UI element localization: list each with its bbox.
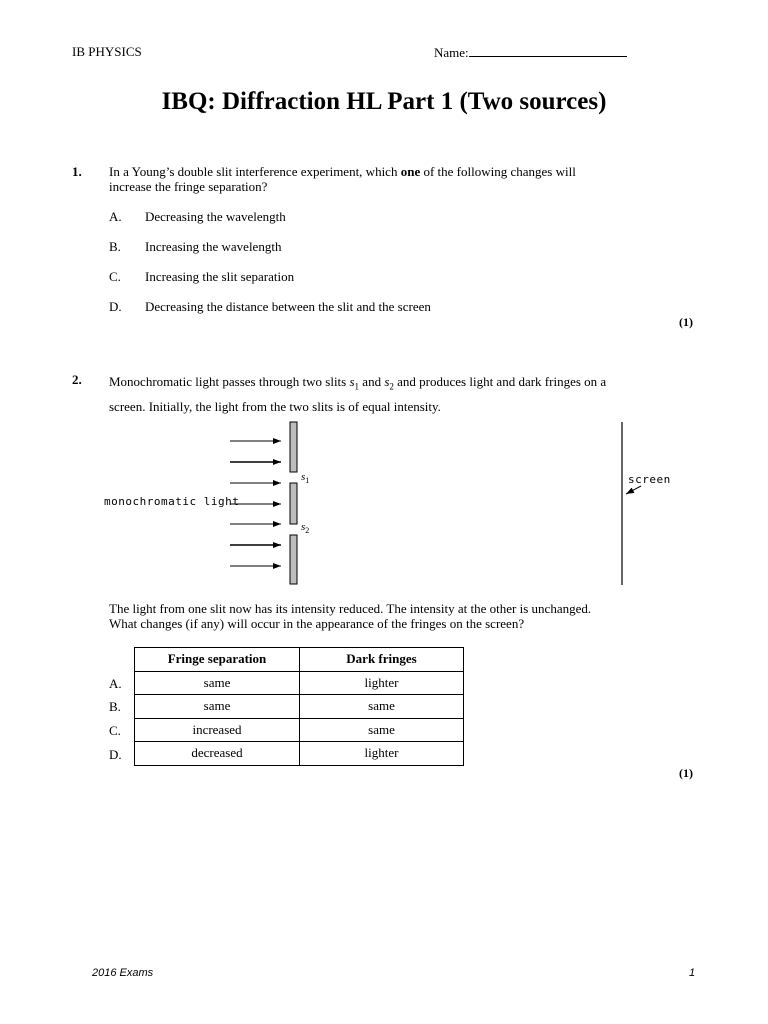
q2-text-part: and xyxy=(359,374,385,389)
q1-text-line2: increase the fringe separation? xyxy=(109,179,268,194)
page-title: IBQ: Diffraction HL Part 1 (Two sources) xyxy=(161,88,607,115)
q1-option-a-text: Decreasing the wavelength xyxy=(145,209,286,224)
slit-2-symbol: s xyxy=(301,521,306,533)
question-2-followup xyxy=(109,601,591,631)
table-row-label-a: A. xyxy=(109,676,122,691)
q2-text-part: Monochromatic light passes through two slits xyxy=(109,374,350,389)
q2-follow-line2: What changes (if any) will occur in the appearance of the fringes on the screen? xyxy=(109,616,525,631)
q1-option-d-label: D. xyxy=(109,299,122,314)
q2-s2-symbol: s xyxy=(384,374,390,389)
q1-option-b-label: B. xyxy=(109,239,121,254)
table-row xyxy=(135,718,464,742)
q1-text-part: In a Young’s double slit interference experiment, which xyxy=(109,164,401,179)
barrier-top xyxy=(290,422,297,472)
screen-label: screen xyxy=(628,473,671,486)
screen-pointer-arrow xyxy=(626,486,641,494)
q2-s2-subscript: 2 xyxy=(389,381,394,392)
q1-text-emphasis: one xyxy=(400,164,421,179)
q1-option-c-text: Increasing the slit separation xyxy=(145,269,295,284)
slit-2-subscript: 2 xyxy=(305,526,310,536)
q1-option-c-label: C. xyxy=(109,269,121,284)
table-cell: same xyxy=(300,718,464,742)
table-row-label-c: C. xyxy=(109,723,121,738)
column-header-dark-fringes: Dark fringes xyxy=(300,648,464,672)
q1-option-d-text: Decreasing the distance between the slit and the screen xyxy=(145,299,431,314)
slit-1-label xyxy=(301,471,309,485)
table-cell: decreased xyxy=(135,742,300,766)
slit-1-subscript: 1 xyxy=(305,476,310,486)
barrier-bottom xyxy=(290,535,297,584)
table-cell: same xyxy=(300,695,464,719)
q2-text-line2: screen. Initially, the light from the two slits is of equal intensity. xyxy=(109,398,441,414)
question-2-marks: (1) xyxy=(679,766,693,780)
q2-s1-subscript: 1 xyxy=(354,381,360,392)
barrier-middle xyxy=(290,483,297,524)
table-row xyxy=(135,742,464,766)
name-label: Name: xyxy=(434,45,469,60)
table-cell: increased xyxy=(135,718,300,742)
question-2-number: 2. xyxy=(72,372,82,387)
table-cell: same xyxy=(135,671,300,695)
slit-1-symbol: s xyxy=(301,471,306,483)
table-row xyxy=(135,671,464,695)
q2-text-part: and produces light and dark fringes on a xyxy=(393,374,607,389)
q1-text-part: of the following changes will xyxy=(420,164,576,179)
table-cell: lighter xyxy=(300,671,464,695)
q2-follow-line1: The light from one slit now has its intensity reduced. The intensity at the other is unchanged. xyxy=(109,601,592,616)
footer-page-number: 1 xyxy=(689,967,696,979)
footer-exam-year: 2016 Exams xyxy=(92,967,154,979)
question-1-number: 1. xyxy=(72,164,82,179)
answer-table xyxy=(134,647,464,766)
table-row xyxy=(135,695,464,719)
slit-barrier xyxy=(290,422,297,584)
course-label: IB PHYSICS xyxy=(72,44,142,59)
table-cell: lighter xyxy=(300,742,464,766)
q2-s1-symbol: s xyxy=(349,374,355,389)
q1-option-b-text: Increasing the wavelength xyxy=(145,239,282,254)
monochromatic-light-label: monochromatic light xyxy=(104,495,240,508)
question-1-marks: (1) xyxy=(679,315,693,329)
table-row-label-b: B. xyxy=(109,699,121,714)
table-row-label-d: D. xyxy=(109,747,122,762)
slit-2-label xyxy=(301,521,309,535)
column-header-fringe-separation: Fringe separation xyxy=(135,648,300,672)
table-cell: same xyxy=(135,695,300,719)
q1-option-a-label: A. xyxy=(109,209,122,224)
table-header-row xyxy=(135,648,464,672)
